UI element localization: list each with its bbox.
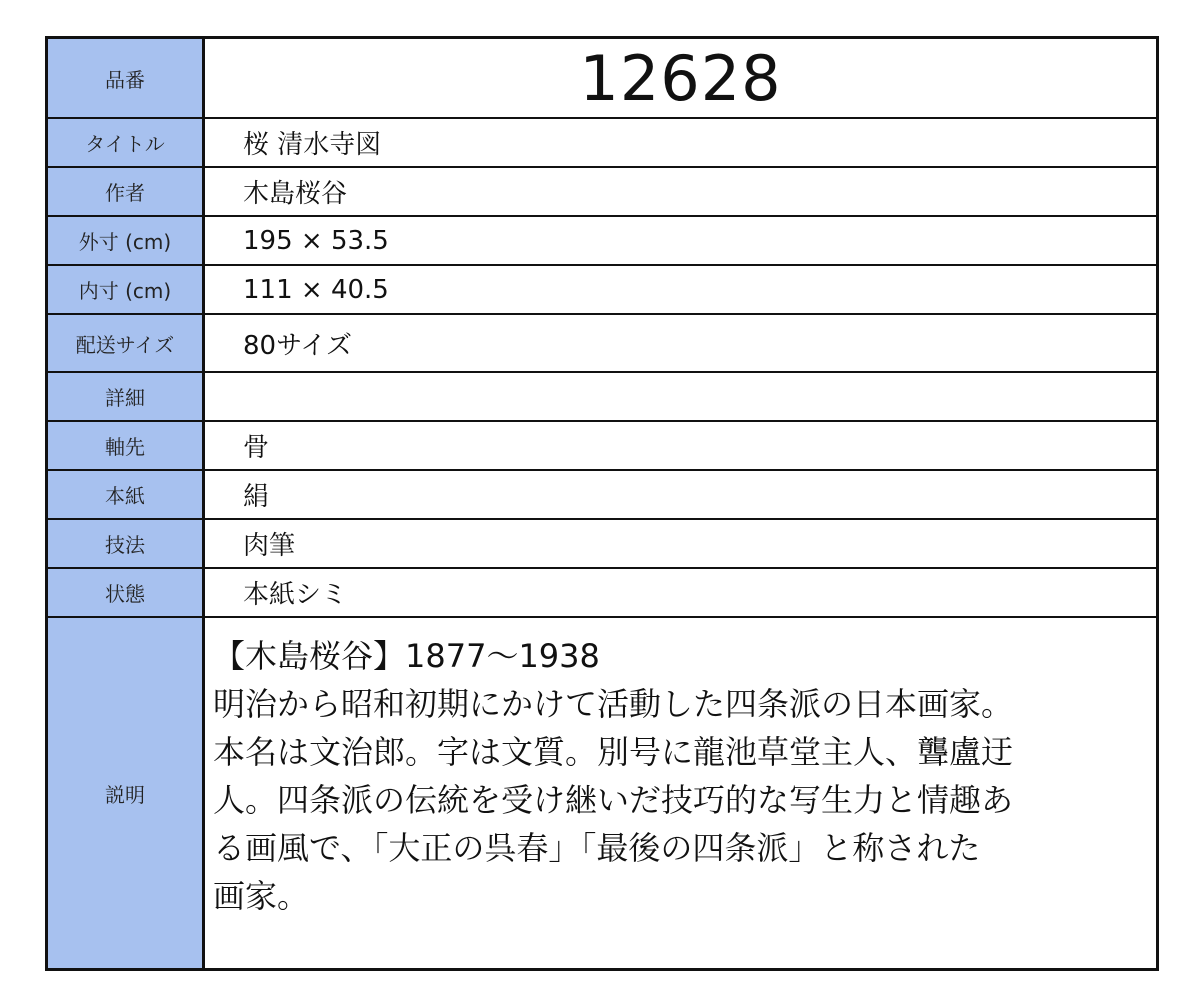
label-title: タイトル [48,119,205,168]
description-line: 【木島桜谷】1877〜1938 [213,637,600,675]
label-condition: 状態 [48,569,205,618]
description-value [205,618,1156,968]
technique-value: 肉筆 [205,520,1156,569]
outer-size-value: 195 × 53.5 [205,217,1156,266]
label-details: 詳細 [48,373,205,422]
shipping-size-value: 80サイズ [205,315,1156,373]
description-line: 明治から昭和初期にかけて活動した四条派の日本画家。 [213,685,1014,723]
title-value: 桜 清水寺図 [205,119,1156,168]
label-base-material: 本紙 [48,471,205,520]
label-inner-size: 内寸 (cm) [48,266,205,315]
roller-end-value: 骨 [205,422,1156,471]
label-description: 説明 [48,618,205,968]
details-value [205,373,1156,422]
label-technique: 技法 [48,520,205,569]
item-number-value: 12628 [205,39,1156,119]
description-line: る画風で、「大正の呉春」「最後の四条派」と称された [213,829,981,867]
base-material-value: 絹 [205,471,1156,520]
label-item-number: 品番 [48,39,205,119]
item-spec-table [45,36,1159,971]
label-artist: 作者 [48,168,205,217]
description-line: 人。四条派の伝統を受け継いだ技巧的な写生力と情趣あ [213,781,1014,819]
artist-value: 木島桜谷 [205,168,1156,217]
label-roller-end: 軸先 [48,422,205,471]
label-outer-size: 外寸 (cm) [48,217,205,266]
inner-size-value: 111 × 40.5 [205,266,1156,315]
label-shipping-size: 配送サイズ [48,315,205,373]
description-line: 本名は文治郎。字は文質。別号に龍池草堂主人、聾盧迂 [213,733,1014,771]
condition-value: 本紙シミ [205,569,1156,618]
description-line: 画家。 [213,877,310,915]
